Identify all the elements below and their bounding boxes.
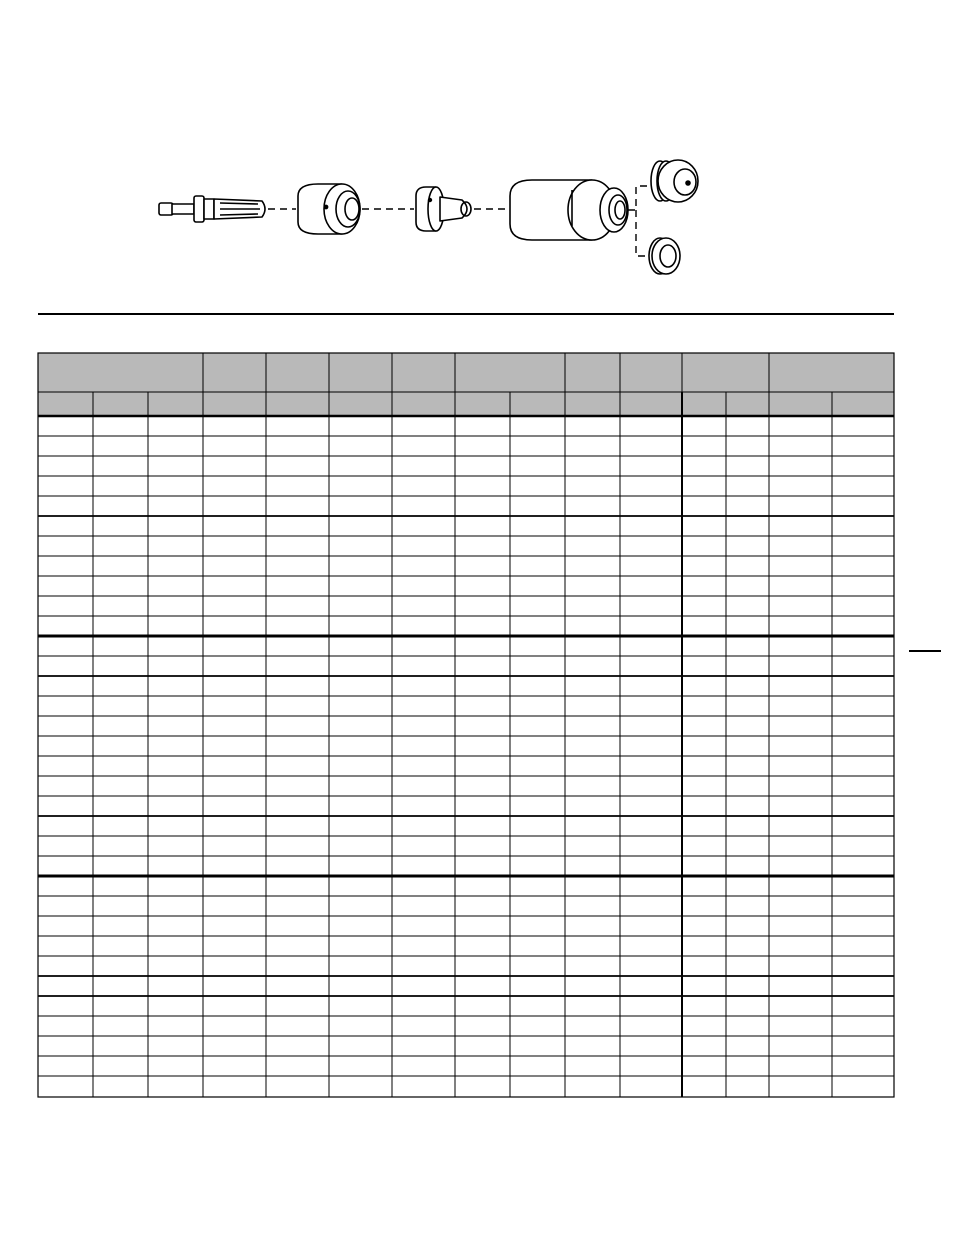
page-edge-tab-marker (909, 650, 941, 652)
table-border (38, 353, 894, 1097)
table-header-band (38, 353, 894, 416)
